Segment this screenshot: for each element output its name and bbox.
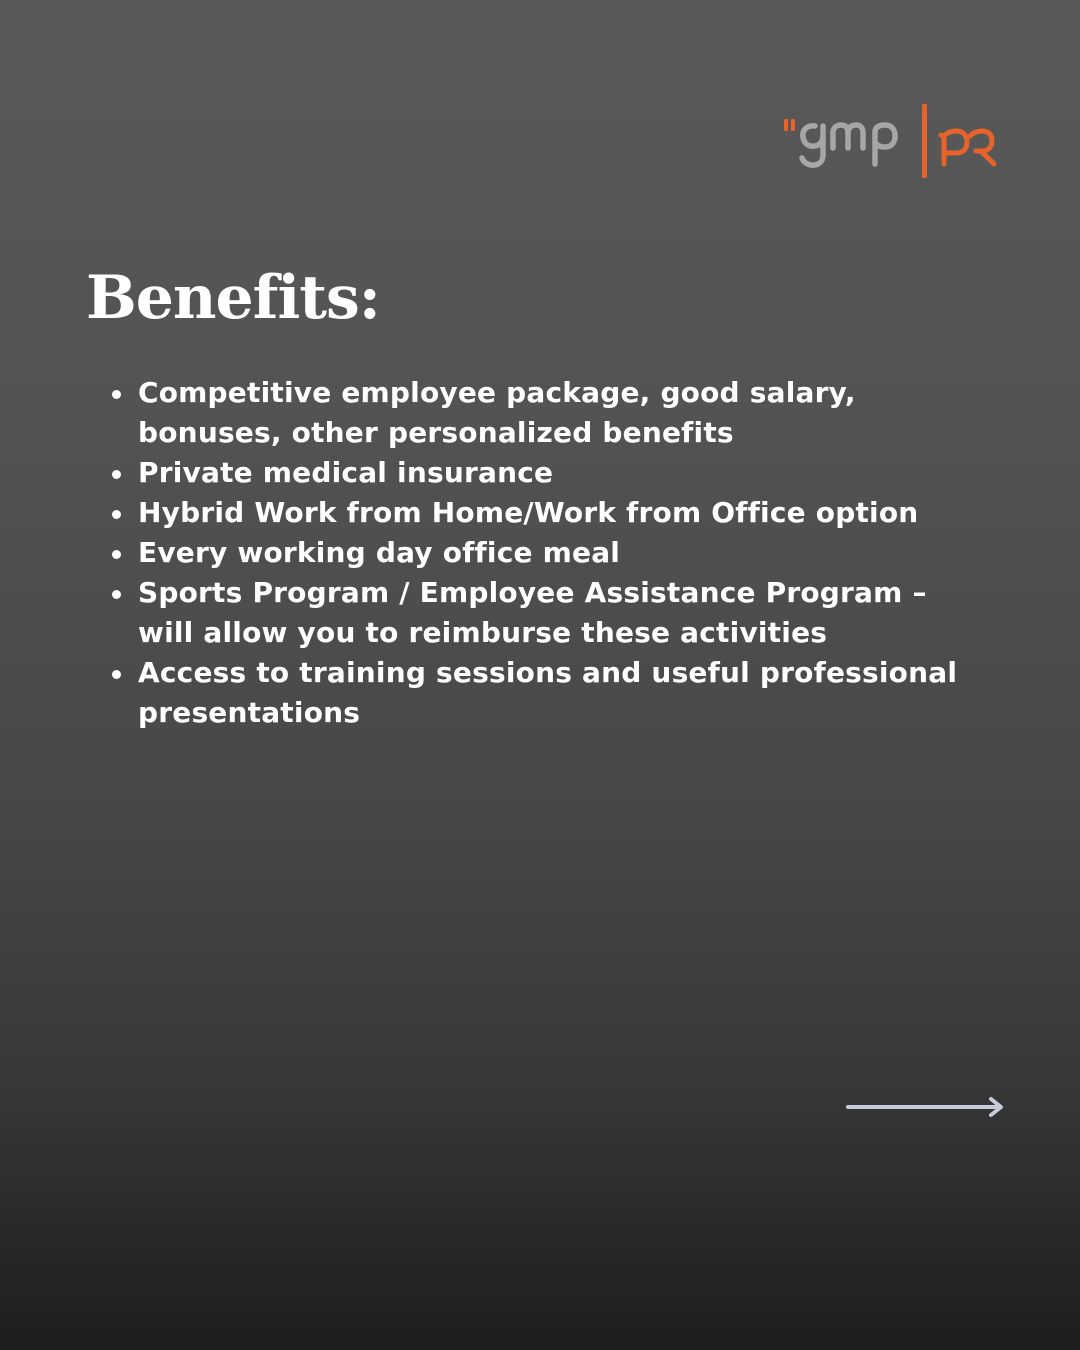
list-item-text: Competitive employee package, good salary, bonuses, other personalized benefits [138, 376, 856, 449]
bullet-icon [112, 590, 121, 599]
arrow-right-icon [846, 1092, 1006, 1122]
bullet-icon [112, 470, 121, 479]
list-item-text: Hybrid Work from Home/Work from Office option [138, 496, 919, 529]
bullet-icon [112, 550, 121, 559]
bullet-icon [112, 510, 121, 519]
list-item [108, 533, 988, 573]
bullet-icon [112, 390, 121, 399]
list-item-text: Every working day office meal [138, 536, 621, 569]
bullet-icon [112, 670, 121, 679]
page-title: Benefits: [86, 263, 380, 333]
next-slide-button[interactable] [846, 1092, 1006, 1122]
list-item-text: Sports Program / Employee Assistance Program – will allow you to reimburse these activities [138, 576, 927, 649]
list-item [108, 573, 988, 653]
list-item [108, 373, 988, 453]
list-item-text: Private medical insurance [138, 456, 554, 489]
gmp-pr-logo [778, 100, 1000, 182]
list-item [108, 653, 988, 733]
benefits-list [108, 373, 988, 733]
list-item [108, 453, 988, 493]
list-item [108, 493, 988, 533]
list-item-text: Access to training sessions and useful professional presentations [138, 656, 958, 729]
